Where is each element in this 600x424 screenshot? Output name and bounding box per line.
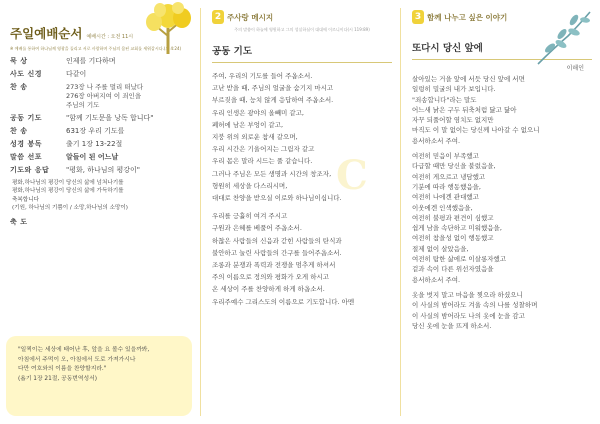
text-line: 폐허에 남은 부엉이 같고,	[212, 120, 284, 129]
text-line: 겉과 속이 다른 위선자였음을	[412, 265, 494, 274]
program-row-benediction	[10, 218, 190, 227]
text-line: 당신 옷에 눈을 뜨게 하소서.	[412, 321, 492, 330]
program-value-line: 다같이	[66, 70, 87, 78]
text-line: 마직도 이 말 없이는 당신께 나아갈 수 없으니	[412, 126, 540, 135]
program-value	[66, 153, 190, 162]
scripture-callout	[6, 336, 192, 416]
text-line: 불안하고 눌린 사람들의 간구를 들어주옵소서.	[212, 248, 342, 257]
section-header	[212, 8, 392, 26]
program-value-line: 273장 나 주를 멀리 떠났다	[66, 83, 144, 91]
text-line: 일렁히 밀굴의 내가 보입니다.	[412, 85, 496, 94]
text-line: 지붕 위의 외로운 참새 같으며,	[212, 133, 298, 142]
section-badge: 2	[212, 10, 224, 24]
text-line: 온 세상이 주를 찬양하게 하게 하옵소서.	[212, 285, 325, 294]
program-value-line: "함께 기도문을 낭독 합니다"	[66, 114, 154, 122]
text-line: 쉽게 남을 속단하고 미워했음을,	[412, 224, 502, 233]
program-value	[66, 70, 190, 79]
text-line: 주여, 우리의 기도를 들어 주옵소서.	[212, 72, 313, 80]
poem	[412, 74, 592, 331]
program-value-line: "평화, 하나님의 평강이"	[66, 166, 140, 174]
ghost-mark: C	[336, 152, 368, 199]
callout-line: 아침에서 주먹이 오, 아침에서 도로 가져가시나	[18, 356, 136, 363]
program-label: 찬 송	[10, 83, 28, 91]
worship-subtitle: ※ 예배를 통하여 하나님께 영광을 돌리고 서로 사랑하며 주님의 몸된 교회를 세워갑시다.(요 4:24)	[10, 46, 182, 51]
text-line: 우리를 긍휼히 여겨 주시고	[212, 212, 288, 221]
program-value	[66, 83, 190, 110]
program-value-line: 주님의 기도	[66, 101, 100, 109]
program-value	[66, 114, 190, 123]
program-label: 성경 봉독	[10, 140, 42, 148]
text-line: 형원히 세상을 다스리시며,	[212, 181, 288, 190]
program-label: 말씀 선포	[10, 153, 42, 161]
program-row	[10, 153, 190, 162]
message-column	[200, 0, 400, 424]
text-line: 고난 받을 때, 주님의 얼굴을 숨기지 마시고	[212, 84, 334, 93]
text-line: 여전히 게으르고 냉담했고	[412, 172, 486, 181]
text-line: 옷을 벗지 말고 마음을 찢으라 하셨으니	[412, 290, 523, 299]
text-line: 자꾸 되풀어할 염치도 없지만	[412, 116, 494, 125]
program-label: 찬 송	[10, 127, 28, 135]
text-line: 용서하소서 주여.	[412, 275, 461, 284]
text-line: 살아있는 거을 앞에 서듯 당신 앞에 서면	[412, 75, 525, 83]
text-line: 대대로 찬양을 받으실 이로와 하나님이십니다.	[212, 194, 342, 203]
program-value-line: 631장 우리 기도를	[66, 127, 125, 135]
text-line: 절제 없이 살았음을,	[412, 244, 469, 253]
text-line: 어느새 낡은 구두 뒤축처럼 닳고 닳아	[412, 105, 517, 114]
text-line: 기분에 따라 행동했음을,	[412, 182, 481, 191]
title-rule	[212, 62, 392, 63]
section-title: 주사랑 메시지	[227, 12, 274, 22]
tree-icon	[136, 2, 196, 54]
text-line: 이 사실의 밤어라도 나의 옷에 눈을 감고	[412, 311, 525, 320]
poem-title: 또다시 당신 앞에	[412, 43, 483, 54]
text-line: 그러나 주님은 모든 생명과 시간의 창조자,	[212, 169, 332, 178]
text-line: 조롱과 분쟁과 폭력과 전쟁을 멈추게 하셔서	[212, 261, 336, 270]
text-line: "죄송합니다"라는 말도	[412, 95, 477, 104]
text-line: 이 사실의 밤어라도 겨울 속의 나를 성찰하며	[412, 301, 538, 310]
text-line: 여전히 불평과 편견이 심했고	[412, 213, 494, 222]
program-row	[10, 166, 190, 175]
text-line: 하찮은 사람들의 신음과 갇힌 사람들의 탄식과	[212, 236, 342, 245]
text-line: 우리 시간은 기울어지는 그림자 같고	[212, 145, 315, 154]
section-note: 주의 말씀이 하늘에 영원하고 그의 성실하심이 대대에 이르니이다(시 119:89)	[234, 27, 370, 32]
callout-line: 다만 여호와의 이름을 찬양할지라."	[18, 366, 107, 372]
program-row	[10, 83, 190, 110]
program-value-line: 출기 1장 13-22절	[66, 140, 123, 148]
text-line: 용서하소서 주여.	[412, 136, 461, 145]
section-title: 함께 나누고 싶은 이야기	[427, 12, 508, 22]
text-line: 다급할 때만 당신을 불렀음을,	[412, 162, 496, 171]
text-line: 여전히 나에겐 관대했고	[412, 193, 479, 202]
worship-time: 예배시간 : 오전 11시	[86, 34, 134, 40]
leaf-sprig-icon	[534, 8, 594, 66]
text-line: 여전히 참을성 없이 행동했고	[412, 234, 494, 243]
worship-title: 주일예배순서	[10, 26, 83, 41]
text-line: 우리주예수 그리스도의 이름으로 기도합니다. 아멘	[212, 297, 355, 306]
responsive-line: 평화,하나님의 평강이 당신의 삶에 넘쳐나기를	[12, 180, 124, 186]
program-value-line: 276장 아버지여 이 죄인을	[66, 92, 142, 100]
program-value	[66, 140, 190, 149]
program-row	[10, 127, 190, 136]
program-label: 묵 상	[10, 57, 28, 65]
program-value-line: 알들이 된 어느날	[66, 153, 119, 161]
callout-line: (욥기 1장 21절, 공동번역성서)	[18, 375, 97, 382]
program-row	[10, 57, 190, 66]
block-title: 공동 기도	[212, 46, 253, 57]
section-badge: 3	[412, 10, 424, 24]
text-line: 주의 이름으로 정의와 평화가 오게 하시고	[212, 273, 330, 282]
program-value-line: 인제를 기다하며	[66, 57, 116, 65]
program-label: 공동 기도	[10, 114, 42, 122]
responsive-line: (기원, 하나님의 기쁨이 / 소망,하나님의 소망이)	[12, 204, 128, 211]
responsive-line: 축복합니다	[12, 196, 40, 203]
text-line: 여전히 탐한 삶에로 이살롱자했고	[412, 255, 507, 264]
program-row	[10, 140, 190, 149]
program-label: 사도 신경	[10, 70, 42, 78]
callout-line: "일찍이는 세상에 태어난 후, 앞을 요 볼수 있을까봐,	[18, 347, 150, 353]
responsive-reading	[12, 179, 190, 212]
program-value	[66, 166, 190, 175]
program-label: 기도와 응답	[10, 166, 50, 174]
text-line: 이웃에겐 인색했음을,	[412, 203, 473, 212]
program-value	[66, 57, 190, 66]
text-line: 구원과 은혜를 베풀어 주옵소서.	[212, 224, 302, 233]
program-value	[66, 127, 190, 136]
program-label: 축 도	[10, 218, 28, 227]
poem-author: 이해인	[566, 65, 584, 72]
program-row	[10, 114, 190, 123]
text-line: 부르짖을 때, 능치 않게 응답하여 주옵소서.	[212, 96, 334, 105]
responsive-line: 평화,하나님의 평강이 당신의 삶에 가득하기를	[12, 188, 124, 195]
program-row	[10, 70, 190, 79]
text-line: 우리 인생은 광야의 올빼미 같고,	[212, 108, 304, 117]
text-line: 우리 몸은 말라 시드는 풀 같습니다.	[212, 157, 313, 166]
program-list	[10, 57, 190, 175]
text-line: 여전히 믿음이 부족했고	[412, 152, 479, 161]
